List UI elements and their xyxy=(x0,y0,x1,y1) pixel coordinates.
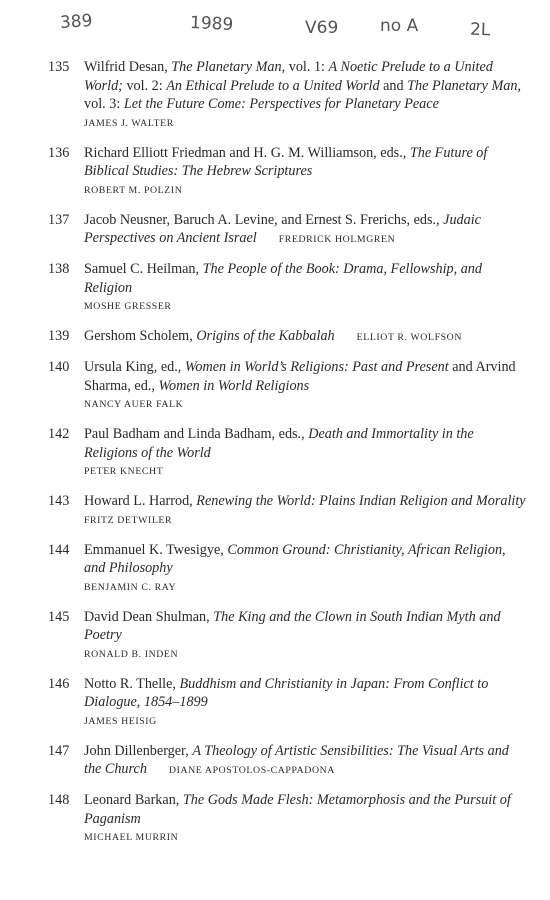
page-number: 142 xyxy=(48,426,70,442)
page-number: 144 xyxy=(48,541,70,558)
handwritten-annotations xyxy=(0,6,550,42)
list-item xyxy=(48,260,528,315)
page-number: 137 xyxy=(48,211,70,228)
reviewer-name: PETER KNECHT xyxy=(84,466,164,477)
list-item xyxy=(48,492,528,529)
reviewer-name: FREDRICK HOLMGREN xyxy=(278,234,396,245)
handwritten-note: V69 xyxy=(305,18,339,38)
list-item xyxy=(48,58,528,132)
handwritten-note: 389 xyxy=(59,10,94,34)
handwritten-note: 1989 xyxy=(189,12,234,36)
list-item xyxy=(48,675,528,730)
page-number: 138 xyxy=(48,261,70,277)
reviewer-name: JAMES J. WALTER xyxy=(84,117,174,129)
page-number: 145 xyxy=(48,608,70,625)
page-number: 146 xyxy=(48,675,70,692)
entry-text: Howard L. Harrod, Renewing the World: Plains Indian Religion and Morality xyxy=(84,493,526,509)
page-number: 139 xyxy=(48,328,70,344)
list-item xyxy=(48,608,528,663)
entry-text: Leonard Barkan, The Gods Made Flesh: Metamorphosis and the Pursuit of Paganism xyxy=(84,792,511,827)
reviewer-name: MICHAEL MURRIN xyxy=(84,832,179,843)
reviewer-name: NANCY AUER FALK xyxy=(84,399,184,410)
entry-text: David Dean Shulman, The King and the Clown in South Indian Myth and Poetry xyxy=(84,608,501,643)
book-review-list xyxy=(48,58,528,858)
entry-text: Gershom Scholem, Origins of the Kabbalah xyxy=(84,328,335,344)
entry-text: Samuel C. Heilman, The People of the Book: Drama, Fellowship, and Religion xyxy=(84,261,482,296)
reviewer-name: BENJAMIN C. RAY xyxy=(84,581,177,593)
entry-text: Emmanuel K. Twesigye, Common Ground: Christianity, African Religion, and Philosophy xyxy=(84,541,506,576)
entry-text: Paul Badham and Linda Badham, eds., Death and Immortality in the Religions of the World xyxy=(84,426,474,461)
page-number: 147 xyxy=(48,742,70,759)
list-item xyxy=(48,358,528,413)
entry-text: Ursula King, ed., Women in World’s Religions: Past and Present and Arvind Sharma, ed., Women in World Religions xyxy=(84,359,516,394)
list-item xyxy=(48,327,528,346)
list-item xyxy=(48,425,528,480)
reviewer-name: FRITZ DETWILER xyxy=(84,514,173,526)
reviewer-name: JAMES HEISIG xyxy=(84,715,157,727)
list-item xyxy=(48,742,528,780)
reviewer-name: RONALD B. INDEN xyxy=(84,648,179,660)
reviewer-name: ROBERT M. POLZIN xyxy=(84,184,183,196)
entry-text: Wilfrid Desan, The Planetary Man, vol. 1: A Noetic Prelude to a United World; vol. 2: An Ethical Prelude to a United World and The Planetary Man, vol. 3: Let the Future Come: Perspectives for Planetary Peace xyxy=(84,59,522,112)
reviewer-name: MOSHE GRESSER xyxy=(84,301,172,312)
page-number: 143 xyxy=(48,493,70,509)
reviewer-name: ELLIOT R. WOLFSON xyxy=(356,332,463,343)
handwritten-note: 2L xyxy=(469,19,491,41)
page-number: 140 xyxy=(48,359,70,375)
page-number: 148 xyxy=(48,792,70,808)
reviewer-name: DIANE APOSTOLOS-CAPPADONA xyxy=(168,765,335,776)
entry-text: John Dillenberger, A Theology of Artistic Sensibilities: The Visual Arts and the Church xyxy=(84,742,509,777)
entry-text: Notto R. Thelle, Buddhism and Christianity in Japan: From Conflict to Dialogue, 1854–1899 xyxy=(84,675,489,710)
page-number: 135 xyxy=(48,59,70,75)
list-item xyxy=(48,144,528,199)
list-item xyxy=(48,211,528,249)
handwritten-note: no A xyxy=(380,16,419,36)
entry-text: Richard Elliott Friedman and H. G. M. Williamson, eds., The Future of Biblical Studies: The Hebrew Scriptures xyxy=(84,144,488,179)
list-item xyxy=(48,541,528,596)
list-item xyxy=(48,791,528,846)
page-number: 136 xyxy=(48,144,70,161)
entry-text: Jacob Neusner, Baruch A. Levine, and Ernest S. Frerichs, eds., Judaic Perspectives on Ancient Israel xyxy=(84,211,481,246)
